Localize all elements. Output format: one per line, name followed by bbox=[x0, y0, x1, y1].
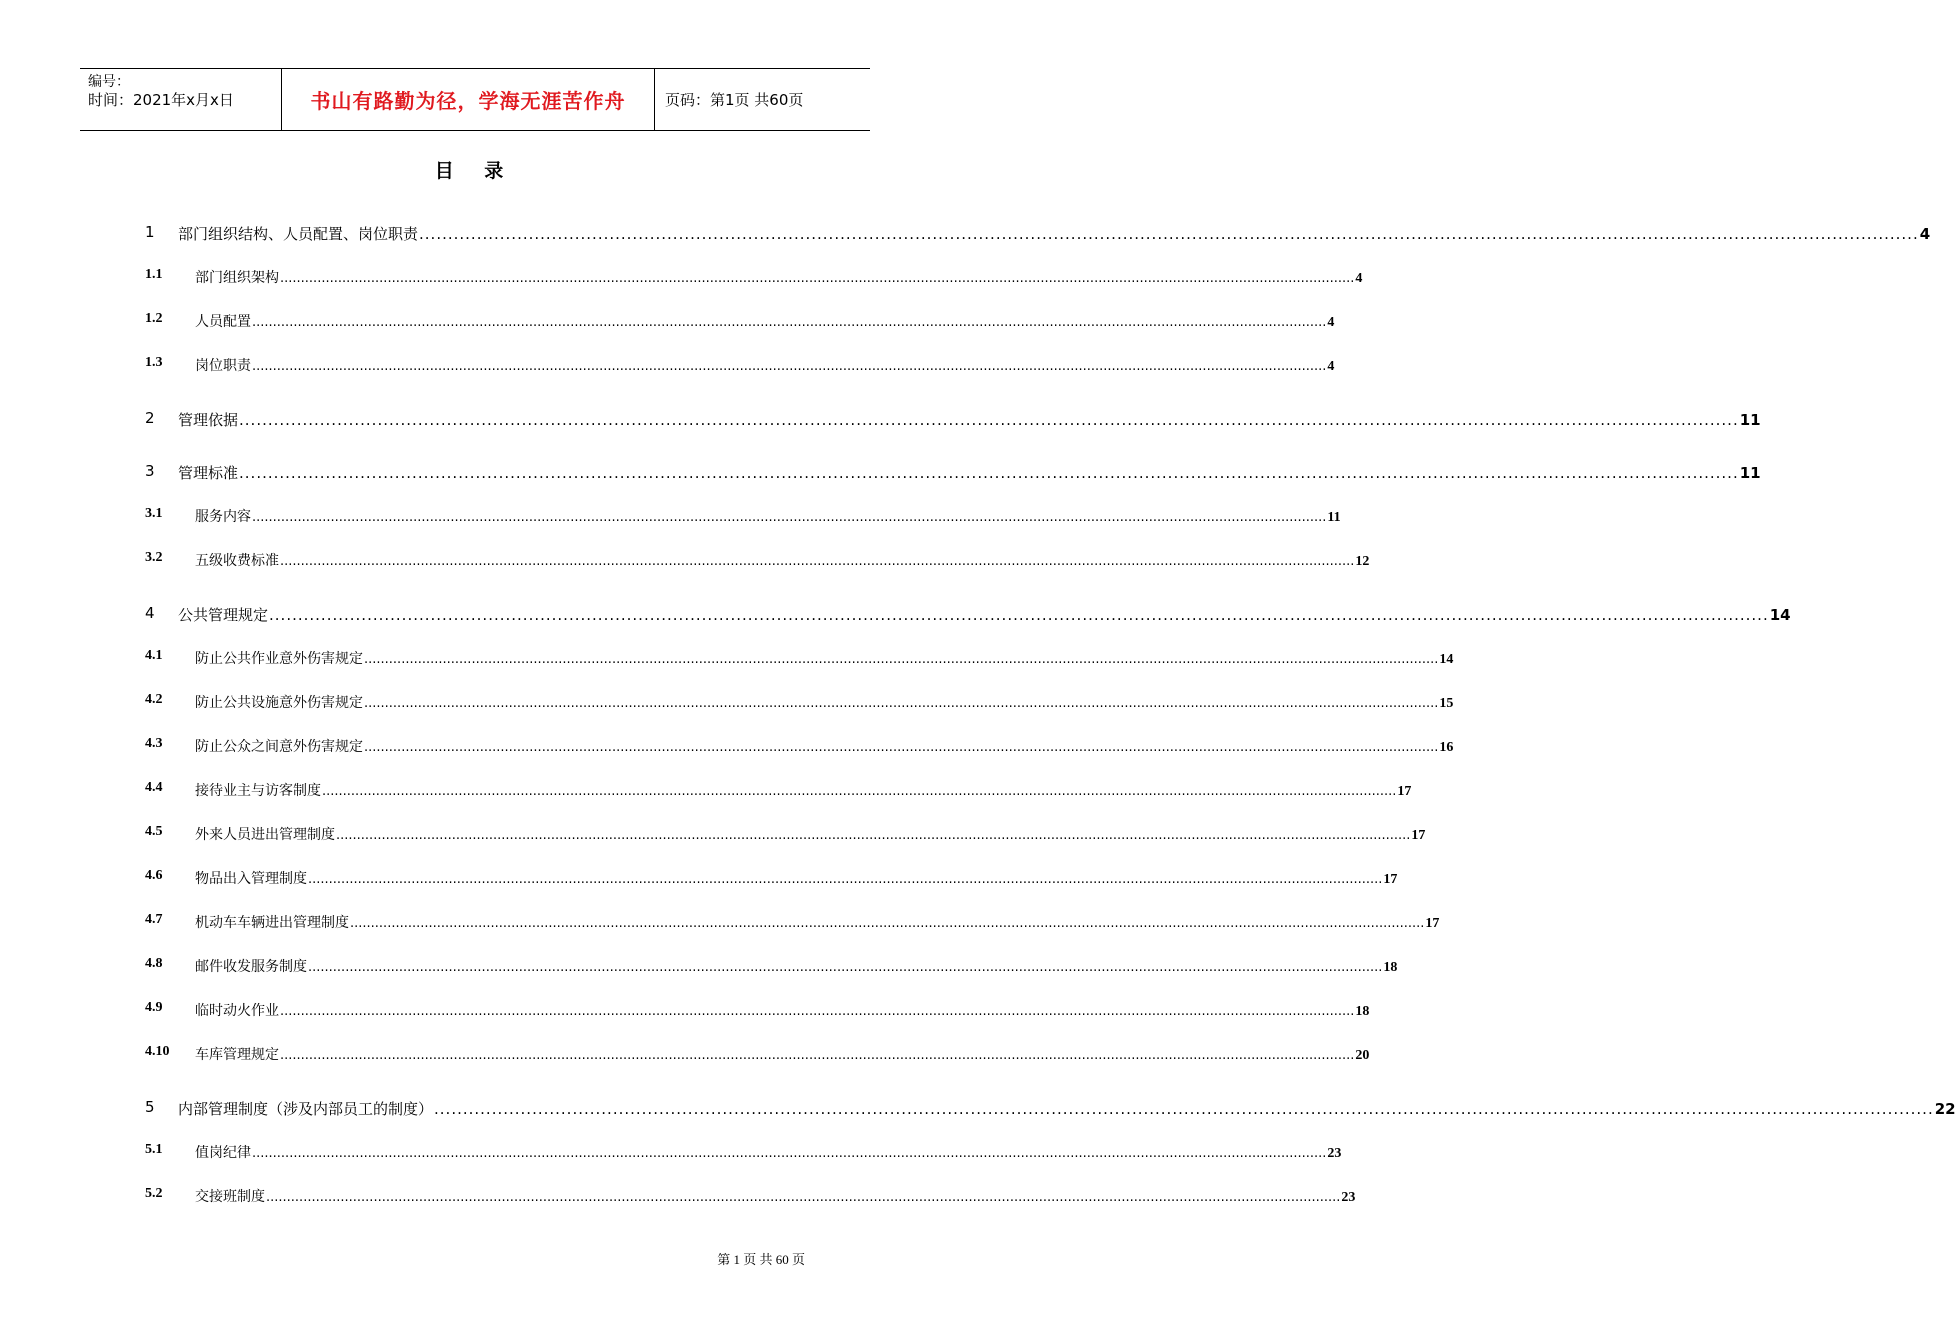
toc-entry-number: 4.4 bbox=[145, 780, 163, 795]
toc-dot-leader: .................................................................................................................................................................................................................................................................... bbox=[280, 1004, 1355, 1019]
toc-entry-line bbox=[195, 868, 1398, 888]
toc-entry[interactable] bbox=[0, 1044, 1370, 1068]
toc-title: 目 录 bbox=[434, 160, 516, 182]
page-footer: 第 1 页 共 60 页 bbox=[717, 1252, 805, 1267]
document-time-label: 时间：2021年x月x日 bbox=[88, 91, 234, 109]
toc-entry-page: 17 bbox=[1397, 784, 1412, 799]
toc-entry-label: 机动车车辆进出管理制度 bbox=[195, 915, 349, 931]
toc-entry-page: 11 bbox=[1327, 510, 1341, 525]
toc-entry-label: 车库管理规定 bbox=[195, 1047, 279, 1063]
toc-entry-number: 1.1 bbox=[145, 267, 163, 282]
toc-entry-line bbox=[195, 956, 1398, 976]
toc-entry[interactable] bbox=[0, 1142, 1342, 1166]
toc-entry-page: 4 bbox=[1327, 359, 1335, 374]
toc-entry-number: 4.6 bbox=[145, 868, 163, 883]
toc-entry-line bbox=[195, 692, 1454, 712]
toc-entry-label: 接待业主与访客制度 bbox=[195, 783, 321, 799]
toc-dot-leader: .................................................................................................................................................................................................................................................................... bbox=[252, 359, 1327, 374]
toc-entry[interactable] bbox=[0, 355, 1335, 379]
toc-entry-page: 18 bbox=[1355, 1004, 1370, 1019]
toc-dot-leader: .................................................................................................................................................................................................................................................................... bbox=[280, 554, 1355, 569]
toc-dot-leader: .................................................................................................................................................................................................................................................................... bbox=[252, 510, 1327, 525]
toc-entry-number: 4.7 bbox=[145, 912, 163, 927]
toc-entry-line bbox=[195, 1186, 1356, 1206]
toc-dot-leader: .................................................................................................................................................................................................................................................................... bbox=[419, 225, 1919, 243]
toc-entry-number: 4 bbox=[145, 604, 155, 622]
toc-entry-number: 2 bbox=[145, 409, 155, 427]
toc-entry-page: 12 bbox=[1355, 554, 1370, 569]
toc-entry[interactable] bbox=[0, 780, 1412, 804]
toc-entry-number: 4.10 bbox=[145, 1044, 170, 1059]
toc-entry-page: 11 bbox=[1739, 411, 1761, 429]
toc-entry-page: 17 bbox=[1411, 828, 1426, 843]
toc-entry-label: 五级收费标准 bbox=[195, 553, 279, 569]
toc-entry-page: 16 bbox=[1439, 740, 1454, 755]
toc-entry[interactable] bbox=[0, 1000, 1370, 1024]
toc-dot-leader: .................................................................................................................................................................................................................................................................... bbox=[239, 464, 1739, 482]
toc-entry-number: 1 bbox=[145, 223, 155, 241]
toc-dot-leader: .................................................................................................................................................................................................................................................................... bbox=[280, 271, 1355, 286]
toc-entry-label: 外来人员进出管理制度 bbox=[195, 827, 335, 843]
toc-entry-line bbox=[195, 780, 1412, 800]
toc-entry-line bbox=[195, 736, 1454, 756]
toc-dot-leader: .................................................................................................................................................................................................................................................................... bbox=[280, 1048, 1355, 1063]
toc-dot-leader: .................................................................................................................................................................................................................................................................... bbox=[252, 315, 1327, 330]
toc-entry-label: 交接班制度 bbox=[195, 1189, 265, 1205]
toc-entry-line bbox=[178, 1098, 1956, 1119]
toc-entry-number: 4.3 bbox=[145, 736, 163, 751]
toc-entry-line bbox=[195, 1000, 1370, 1020]
toc-dot-leader: .................................................................................................................................................................................................................................................................... bbox=[252, 1146, 1327, 1161]
toc-dot-leader: .................................................................................................................................................................................................................................................................... bbox=[336, 828, 1411, 843]
toc-entry-page: 17 bbox=[1425, 916, 1440, 931]
toc-dot-leader: .................................................................................................................................................................................................................................................................... bbox=[364, 740, 1439, 755]
toc-dot-leader: .................................................................................................................................................................................................................................................................... bbox=[364, 696, 1439, 711]
toc-entry-label: 防止公众之间意外伤害规定 bbox=[195, 739, 363, 755]
toc-entry[interactable] bbox=[0, 506, 1341, 530]
toc-entry[interactable] bbox=[0, 956, 1398, 980]
toc-entry-page: 15 bbox=[1439, 696, 1454, 711]
header-motto-cell bbox=[282, 69, 655, 130]
toc-entry-label: 管理标准 bbox=[178, 464, 239, 482]
toc-entry-line bbox=[195, 506, 1341, 526]
toc-entry-label: 公共管理规定 bbox=[178, 606, 269, 624]
toc-entry-label: 部门组织结构、人员配置、岗位职责 bbox=[178, 225, 419, 243]
toc-entry-number: 4.5 bbox=[145, 824, 163, 839]
toc-entry-line bbox=[195, 648, 1454, 668]
toc-entry-label: 防止公共设施意外伤害规定 bbox=[195, 695, 363, 711]
toc-entry-line bbox=[195, 912, 1440, 932]
toc-entry-page: 14 bbox=[1769, 606, 1791, 624]
toc-entry-number: 4.1 bbox=[145, 648, 163, 663]
toc-entry-page: 23 bbox=[1327, 1146, 1342, 1161]
toc-entry-label: 管理依据 bbox=[178, 411, 239, 429]
toc-entry[interactable] bbox=[0, 1098, 1956, 1122]
toc-entry[interactable] bbox=[0, 550, 1370, 574]
toc-entry-number: 4.9 bbox=[145, 1000, 163, 1015]
header-meta-cell bbox=[80, 69, 282, 130]
toc-entry-label: 部门组织架构 bbox=[195, 270, 279, 286]
toc-dot-leader: .................................................................................................................................................................................................................................................................... bbox=[350, 916, 1425, 931]
toc-entry-page: 20 bbox=[1355, 1048, 1370, 1063]
toc-entry[interactable] bbox=[0, 824, 1426, 848]
document-number-label: 编号： bbox=[88, 74, 130, 90]
toc-entry-line bbox=[178, 604, 1791, 625]
toc-entry-line bbox=[195, 267, 1363, 287]
toc-entry-number: 5.2 bbox=[145, 1186, 163, 1201]
toc-entry-page: 14 bbox=[1439, 652, 1454, 667]
toc-entry[interactable] bbox=[0, 692, 1454, 716]
toc-entry-label: 邮件收发服务制度 bbox=[195, 959, 307, 975]
toc-entry-line bbox=[178, 223, 1931, 244]
toc-entry-label: 防止公共作业意外伤害规定 bbox=[195, 651, 363, 667]
toc-entry[interactable] bbox=[0, 462, 1761, 486]
toc-entry-number: 4.2 bbox=[145, 692, 163, 707]
toc-entry[interactable] bbox=[0, 223, 1931, 247]
toc-entry-number: 1.2 bbox=[145, 311, 163, 326]
toc-entry-page: 17 bbox=[1383, 872, 1398, 887]
toc-entry-number: 1.3 bbox=[145, 355, 163, 370]
header-page-info: 页码：第1页 共60页 bbox=[665, 91, 804, 109]
toc-entry-label: 服务内容 bbox=[195, 509, 251, 525]
toc-entry-page: 18 bbox=[1383, 960, 1398, 975]
toc-entry-page: 23 bbox=[1341, 1190, 1356, 1205]
toc-entry-page: 11 bbox=[1739, 464, 1761, 482]
toc-entry-line bbox=[195, 311, 1335, 331]
toc-entry-page: 4 bbox=[1355, 271, 1363, 286]
toc-entry[interactable] bbox=[0, 604, 1791, 628]
toc-entry-page: 22 bbox=[1934, 1100, 1956, 1118]
toc-entry-label: 人员配置 bbox=[195, 314, 251, 330]
toc-entry-page: 4 bbox=[1919, 225, 1931, 243]
toc-entry-label: 物品出入管理制度 bbox=[195, 871, 307, 887]
toc-entry-number: 5 bbox=[145, 1098, 155, 1116]
toc-entry-number: 5.1 bbox=[145, 1142, 163, 1157]
toc-entry-label: 内部管理制度（涉及内部员工的制度） bbox=[178, 1100, 434, 1118]
toc-entry-line bbox=[195, 355, 1335, 375]
toc-entry-number: 3.2 bbox=[145, 550, 163, 565]
toc-dot-leader: .................................................................................................................................................................................................................................................................... bbox=[308, 960, 1383, 975]
toc-entry-line bbox=[195, 1044, 1370, 1064]
toc-dot-leader: .................................................................................................................................................................................................................................................................... bbox=[266, 1190, 1341, 1205]
toc-entry-line bbox=[195, 1142, 1342, 1162]
toc-entry[interactable] bbox=[0, 648, 1454, 672]
toc-entry[interactable] bbox=[0, 267, 1363, 291]
toc-entry[interactable] bbox=[0, 736, 1454, 760]
toc-entry-line bbox=[178, 462, 1761, 483]
toc-entry-number: 4.8 bbox=[145, 956, 163, 971]
toc-entry-number: 3 bbox=[145, 462, 155, 480]
header-motto: 书山有路勤为径，学海无涯苦作舟 bbox=[310, 89, 626, 113]
toc-entry-line bbox=[178, 409, 1761, 430]
toc-entry[interactable] bbox=[0, 409, 1761, 433]
toc-entry-label: 临时动火作业 bbox=[195, 1003, 279, 1019]
toc-entry[interactable] bbox=[0, 311, 1335, 335]
toc-entry[interactable] bbox=[0, 912, 1440, 936]
toc-dot-leader: .................................................................................................................................................................................................................................................................... bbox=[239, 411, 1739, 429]
toc-entry-page: 4 bbox=[1327, 315, 1335, 330]
toc-entry[interactable] bbox=[0, 868, 1398, 892]
toc-dot-leader: .................................................................................................................................................................................................................................................................... bbox=[364, 652, 1439, 667]
toc-entry-line bbox=[195, 550, 1370, 570]
page-header bbox=[80, 68, 870, 131]
toc-entry-label: 岗位职责 bbox=[195, 358, 251, 374]
toc-dot-leader: .................................................................................................................................................................................................................................................................... bbox=[322, 784, 1397, 799]
toc-dot-leader: .................................................................................................................................................................................................................................................................... bbox=[434, 1100, 1934, 1118]
toc-entry-line bbox=[195, 824, 1426, 844]
toc-dot-leader: .................................................................................................................................................................................................................................................................... bbox=[269, 606, 1769, 624]
toc-entry-label: 值岗纪律 bbox=[195, 1145, 251, 1161]
toc-dot-leader: .................................................................................................................................................................................................................................................................... bbox=[308, 872, 1383, 887]
toc-entry[interactable] bbox=[0, 1186, 1356, 1210]
toc-entry-number: 3.1 bbox=[145, 506, 163, 521]
header-page-cell bbox=[655, 69, 870, 130]
